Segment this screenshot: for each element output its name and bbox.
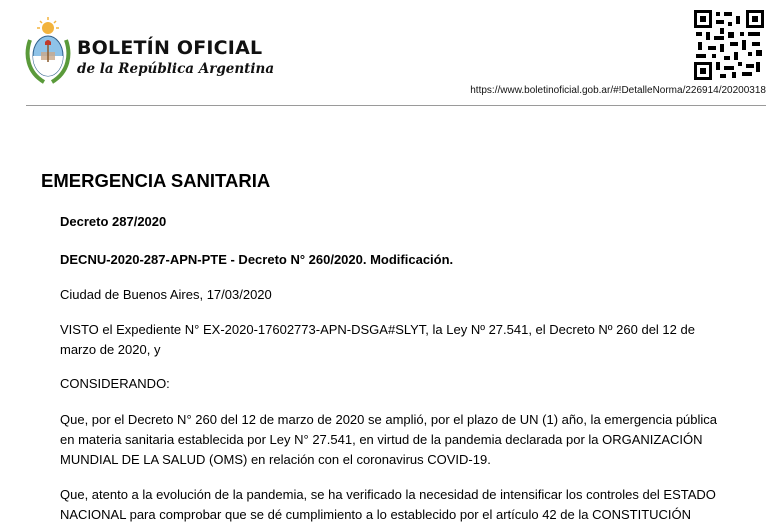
brand-subtitle: de la República Argentina (77, 61, 275, 77)
paragraph-1-line-1: Que, por el Decreto N° 260 del 12 de marzo de 2020 se amplió, por el plazo de UN (1) año, la emergencia pública (60, 412, 718, 427)
visto-line-1: VISTO el Expediente N° EX-2020-17602773-APN-DSGA#SLYT, la Ley Nº 27.541, el Decreto Nº 260 del 12 de (60, 322, 695, 337)
decree-number: Decreto 287/2020 (60, 214, 167, 229)
visto-line-2: marzo de 2020, y (60, 342, 161, 357)
paragraph-2-line-2: NACIONAL para comprobar que se dé cumplimiento a lo establecido por el artículo 42 de la CONSTITUCIÓN (60, 507, 692, 522)
paragraph-2-line-1: Que, atento a la evolución de la pandemia, se ha verificado la necesidad de intensificar los controles del ESTADO (60, 487, 716, 502)
decree-code: DECNU-2020-287-APN-PTE - Decreto N° 260/2020. Modificación. (60, 252, 454, 267)
document-url[interactable]: https://www.boletinoficial.gob.ar/#!DetalleNorma/226914/20200318 (470, 85, 766, 96)
header-divider (26, 105, 766, 106)
section-title: EMERGENCIA SANITARIA (41, 170, 271, 191)
considerando-heading: CONSIDERANDO: (60, 376, 170, 391)
national-coat-of-arms-logo (24, 16, 72, 86)
place-date: Ciudad de Buenos Aires, 17/03/2020 (60, 287, 272, 302)
paragraph-1-line-3: MUNDIAL DE LA SALUD (OMS) en relación con el coronavirus COVID-19. (60, 452, 491, 467)
qr-code[interactable] (694, 10, 764, 80)
brand-title: BOLETÍN OFICIAL (77, 37, 263, 59)
paragraph-1-line-2: en materia sanitaria establecida por Ley N° 27.541, en virtud de la pandemia declarada por la ORGANIZACIÓN (60, 432, 703, 447)
